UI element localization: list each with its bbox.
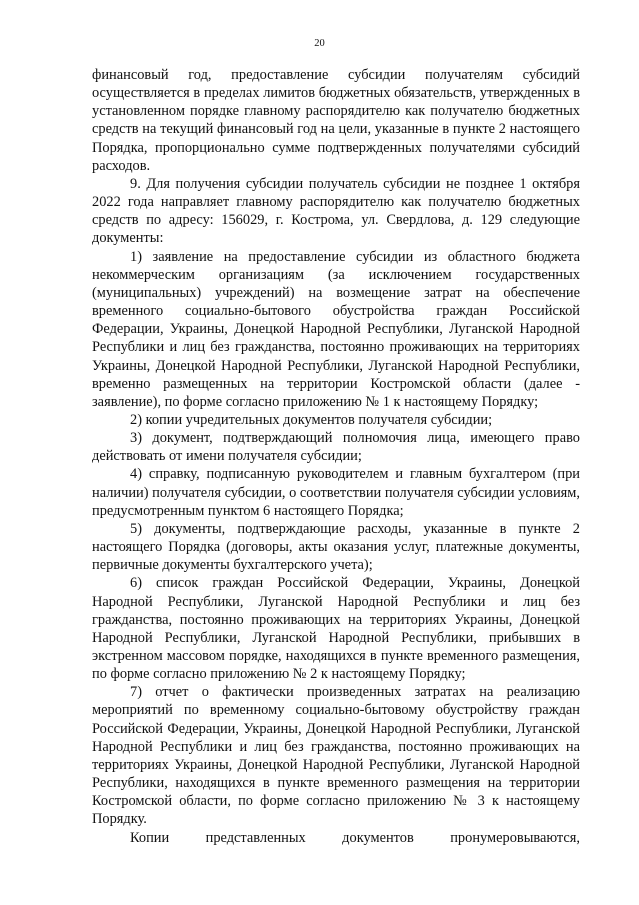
paragraph-continuation: финансовый год, предоставление субсидии получателям субсидий осуществляется в пределах лимитов бюджетных обязательств, утвержденных в установленном порядке главному распорядителю как получателю бюджетных средств на текущий финансовый год на цели, указанные в пункте 2 настоящего Порядка, пропорционально сумме подтвержденных получателями субсидий расходов. bbox=[92, 67, 580, 174]
list-item-1: 1) заявление на предоставление субсидии из областного бюджета некоммерческим организациям (за исключением государственных (муниципальных) учреждений) на возмещение затрат на обеспечение временного социально-бытового обустройства граждан Российской Федерации, Украины, Донецкой Народной Республики, Луганской Народной Республики и лиц без гражданства, постоянно проживающих на территориях Украины, Донецкой Народной Республики, Луганской Народной Республики, временно размещенных на территории Костромской области (далее - заявление), по форме согласно приложению № 1 к настоящему Порядку; bbox=[92, 248, 580, 410]
paragraph-copies: Копии представленных документов пронумеровываются, bbox=[130, 829, 580, 846]
list-item-4: 4) справку, подписанную руководителем и главным бухгалтером (при наличии) получателя субсидии, о соответствии получателя субсидии условиям, предусмотренным пунктом 6 настоящего Порядка; bbox=[92, 466, 580, 519]
list-item-5: 5) документы, подтверждающие расходы, указанные в пункте 2 настоящего Порядка (договоры, акты оказания услуг, платежные документы, первичные документы бухгалтерского учета); bbox=[92, 520, 580, 574]
page-number: 20 bbox=[314, 38, 325, 49]
list-item-7: 7) отчет о фактически произведенных затратах на реализацию мероприятий по временному социально-бытовому обустройству граждан Российской Федерации, Украины, Донецкой Народной Республики, Луганской Народной Республики и лиц без гражданства, постоянно проживающих на территориях Украины, Донецкой Народной Республики, Луганской Народной Республики, находящихся в пункте временного размещения на территории Костромской области, по форме согласно приложению № 3 к настоящему Порядку. bbox=[92, 684, 580, 828]
list-item-6: 6) список граждан Российской Федерации, Украины, Донецкой Народной Республики, Луганской Народной Республики и лиц без гражданства, постоянно проживающих на территориях Украины, Донецкой Народной Республики, Луганской Народной Республики, прибывших в экстренном массовом порядке, находящихся в пункте временного размещения, по форме согласно приложению № 2 к настоящему Порядку; bbox=[92, 575, 580, 683]
list-item-2: 2) копии учредительных документов получателя субсидии; bbox=[130, 411, 493, 428]
document-body bbox=[92, 66, 580, 847]
paragraph-item-9: 9. Для получения субсидии получатель субсидии не позднее 1 октября 2022 года направляет главному распорядителю как получателю бюджетных средств по адресу: 156029, г. Кострома, ул. Свердлова, д. 129 следующие документы: bbox=[92, 175, 580, 247]
list-item-3: 3) документ, подтверждающий полномочия лица, имеющего право действовать от имени получателя субсидии; bbox=[92, 430, 580, 465]
